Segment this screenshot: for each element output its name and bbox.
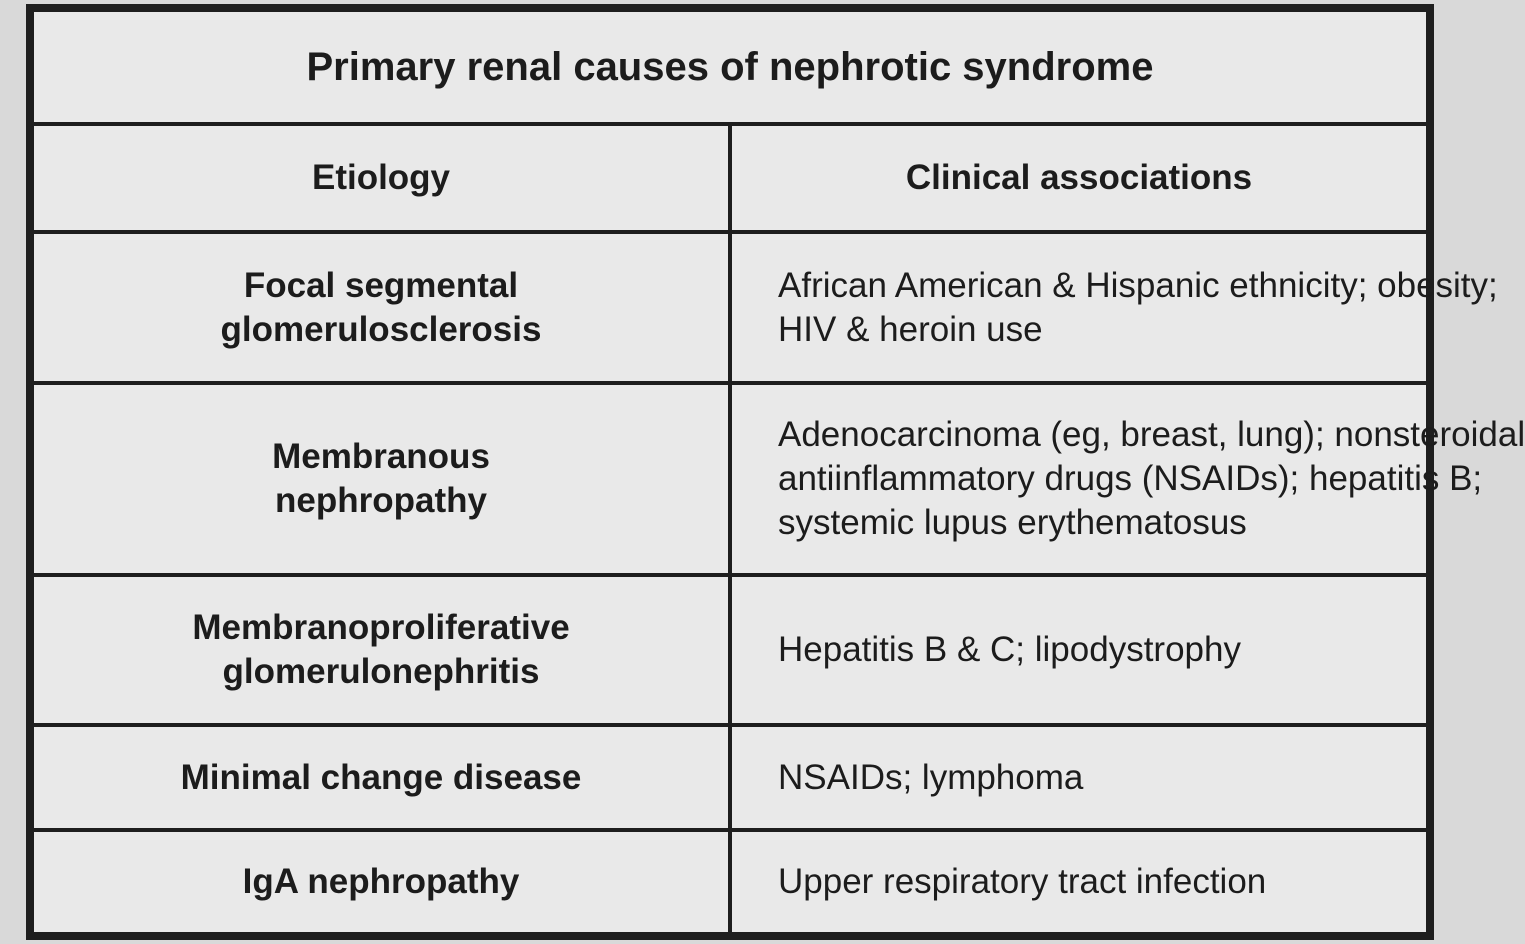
etiology-cell	[32, 830, 730, 934]
nephrotic-syndrome-table	[30, 8, 1525, 936]
associations-line: HIV & heroin use	[778, 309, 1043, 349]
etiology-cell	[32, 383, 730, 575]
associations-line: African American & Hispanic ethnicity; obesity;	[778, 265, 1498, 305]
table-document	[26, 4, 1525, 940]
associations-line: systemic lupus erythematosus	[778, 502, 1247, 542]
etiology-line: Minimal change disease	[180, 757, 582, 797]
etiology-cell	[32, 575, 730, 725]
header-row	[32, 124, 1428, 232]
associations-cell	[730, 383, 1525, 575]
column-header-etiology: Etiology	[32, 124, 730, 232]
etiology-line: Membranoproliferative	[192, 608, 570, 648]
associations-line: antiinflammatory drugs (NSAIDs); hepatitis B;	[778, 458, 1483, 498]
associations-line: NSAIDs; lymphoma	[778, 757, 1084, 797]
table-row	[32, 232, 1428, 382]
etiology-cell	[32, 232, 730, 382]
associations-cell	[730, 725, 1428, 829]
associations-line: Adenocarcinoma (eg, breast, lung); nonsteroidal	[778, 414, 1525, 454]
table-row	[32, 830, 1428, 934]
associations-line: Upper respiratory tract infection	[778, 861, 1267, 901]
etiology-cell	[32, 725, 730, 829]
associations-cell	[730, 232, 1498, 382]
etiology-line: IgA nephropathy	[242, 861, 520, 901]
etiology-line: glomerulosclerosis	[220, 309, 542, 349]
column-header-clinical-associations: Clinical associations	[730, 124, 1428, 232]
title-row	[32, 10, 1428, 124]
table-row	[32, 575, 1428, 725]
associations-cell	[730, 575, 1428, 725]
table-row	[32, 725, 1428, 829]
etiology-line: Membranous	[272, 436, 490, 476]
etiology-line: nephropathy	[275, 480, 487, 520]
table-row	[32, 383, 1428, 575]
table-title: Primary renal causes of nephrotic syndrome	[32, 10, 1428, 124]
etiology-line: Focal segmental	[243, 265, 519, 305]
etiology-line: glomerulonephritis	[222, 652, 540, 692]
associations-cell	[730, 830, 1428, 934]
associations-line: Hepatitis B & C; lipodystrophy	[778, 630, 1241, 670]
